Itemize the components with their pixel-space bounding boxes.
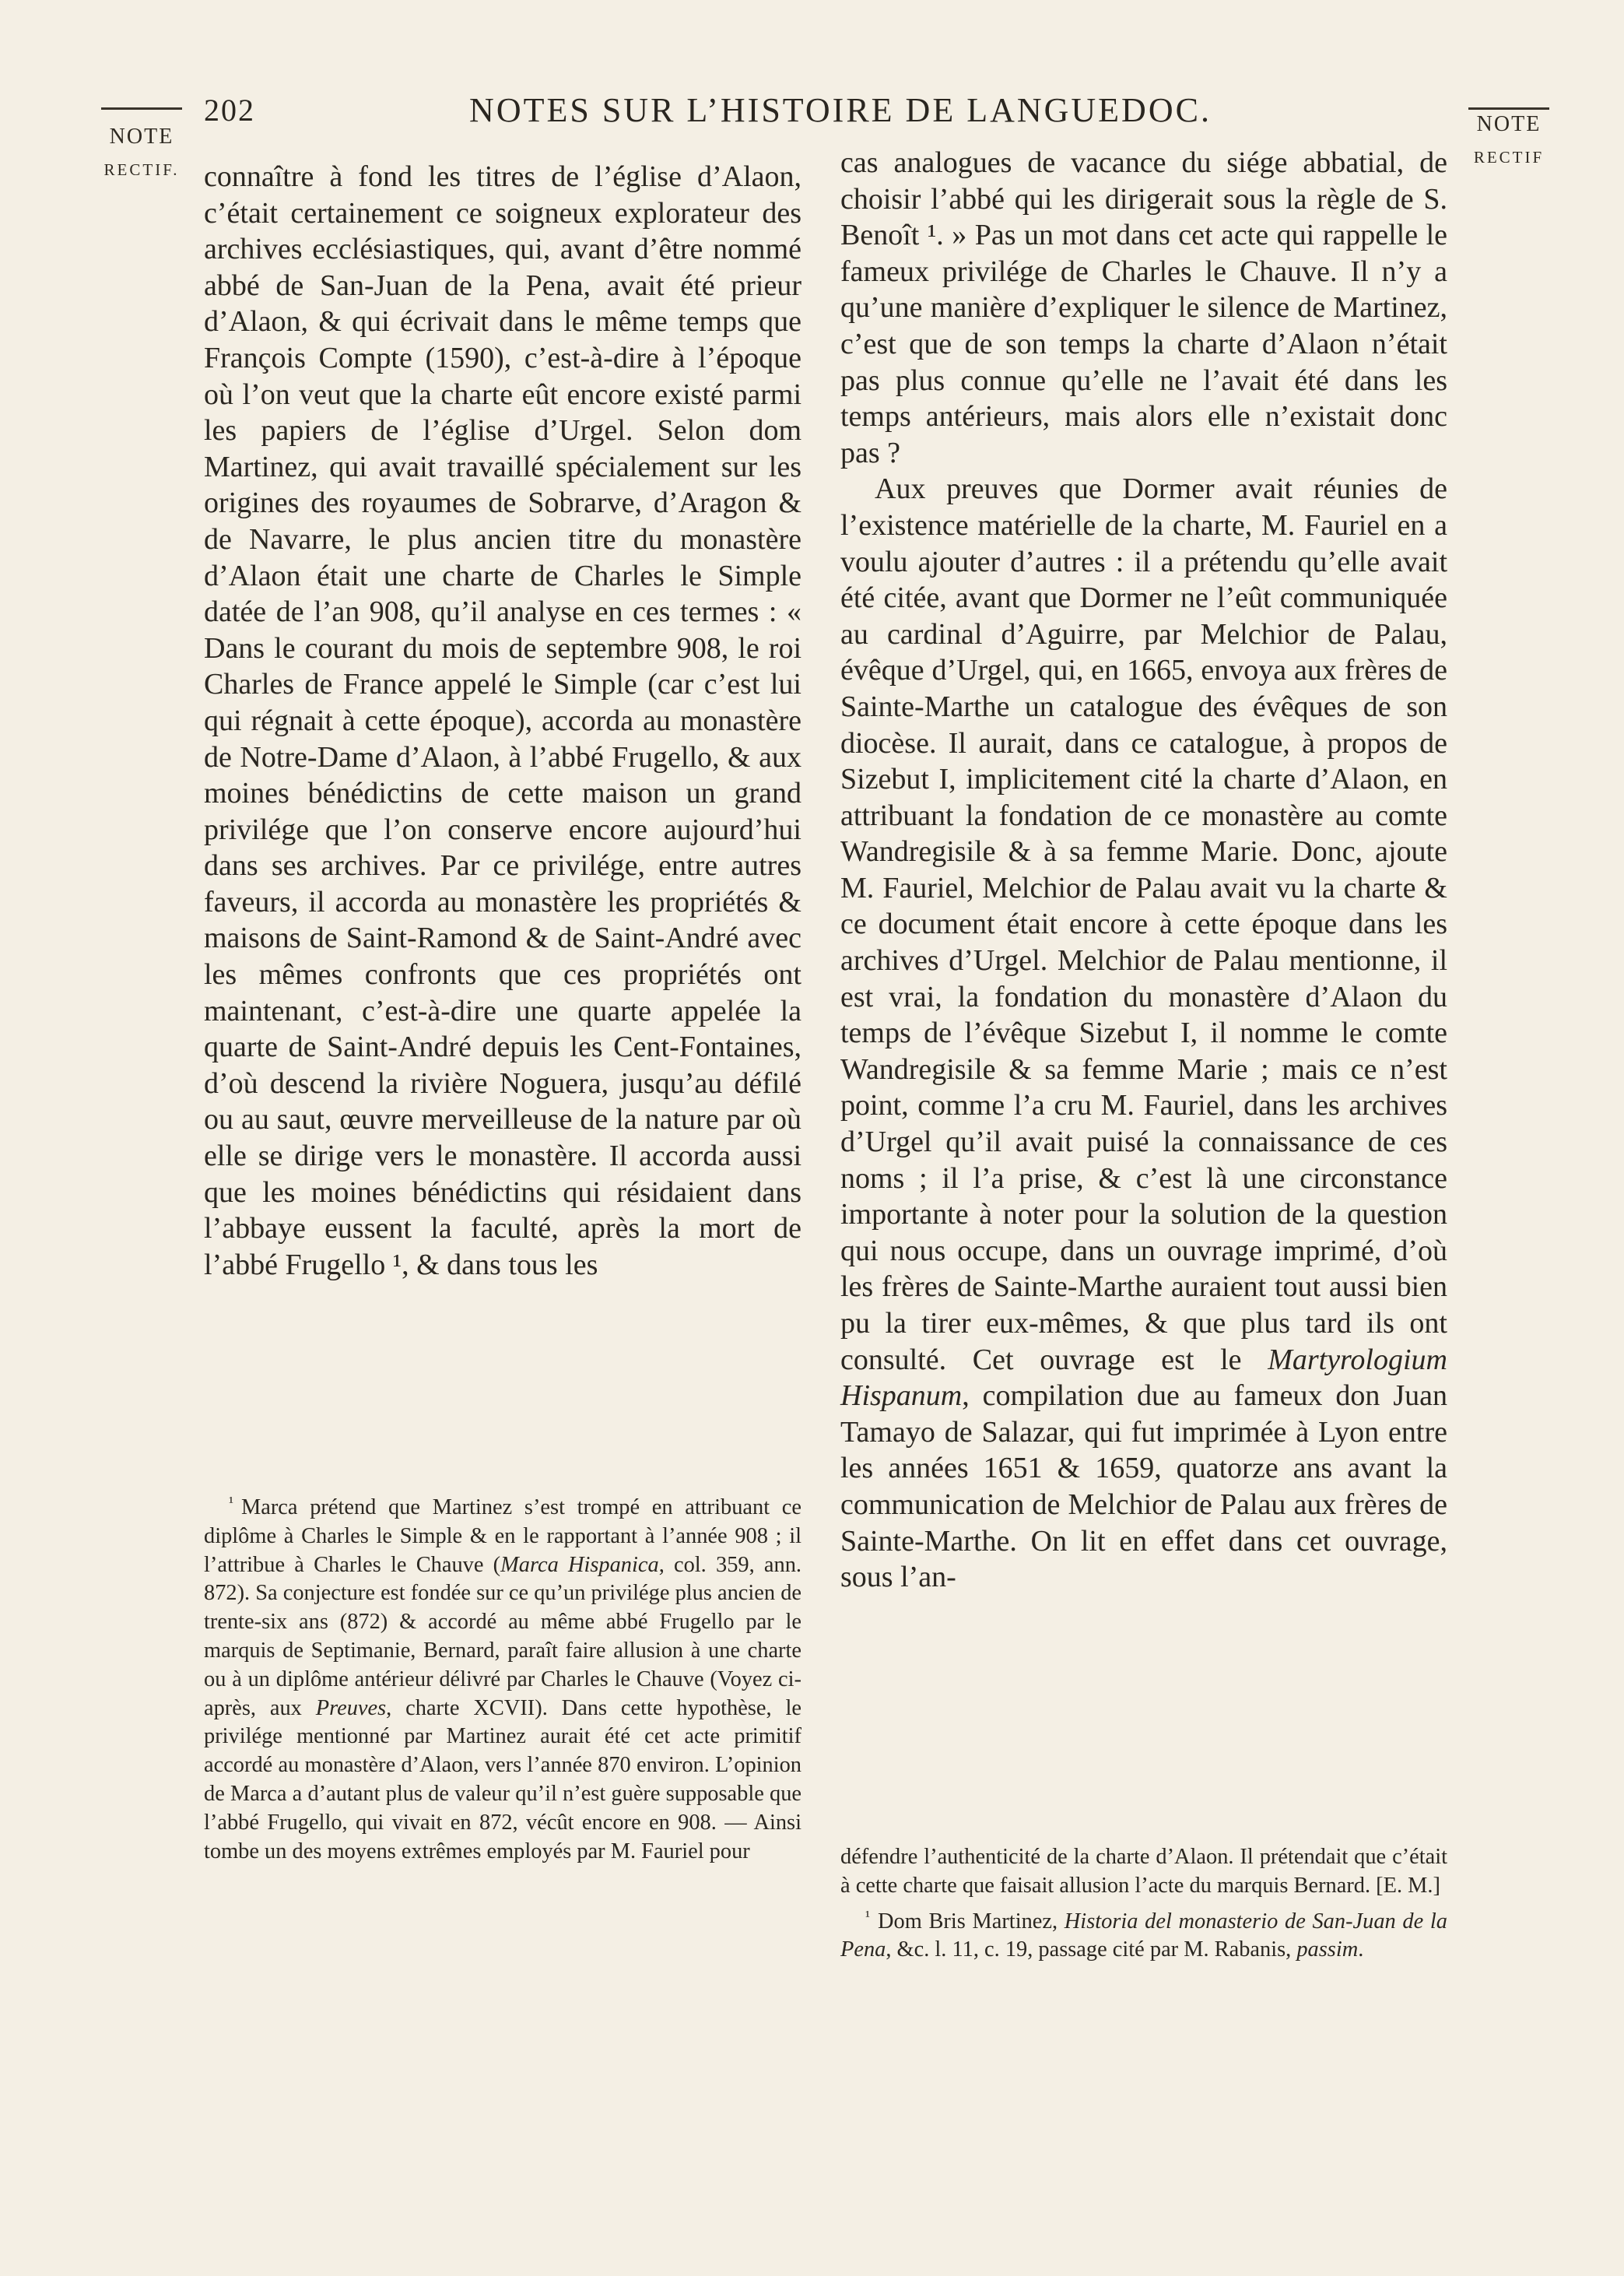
footnote-continuation: défendre l’authenticité de la charte d’Alaon. Il prétendait que c’était à cette charte que faisait allusion l’acte du marquis Bernard. [E. M.]	[840, 1845, 1447, 1898]
right-paragraph-2	[840, 471, 1447, 1595]
right-paragraph-1: cas analogues de vacance du siége abbatial, de choisir l’abbé qui les dirigerait sous la règle de S. Benoît ¹. » Pas un mot dans cet acte qui rappelle le fameux privilége de Charles le Chauve. Il n’y a qu’une manière d’expliquer le silence de Martinez, c’est que de son temps la charte d’Alaon n’était pas plus connue qu’elle ne l’avait été dans les temps antérieurs, mais alors elle n’existait donc pas ?	[840, 146, 1447, 469]
footnote-mark: ¹	[229, 1494, 233, 1511]
left-column	[204, 159, 801, 1283]
footnotes-left	[204, 1488, 801, 1866]
running-head: NOTES SUR L’HISTOIRE DE LANGUEDOC.	[469, 91, 1212, 129]
footnote-2-part3: .	[1358, 1937, 1364, 1962]
footnote-1-left	[204, 1488, 801, 1866]
footnote-mark: ¹	[865, 1907, 870, 1925]
right-paragraph-2-start: Aux preuves que Dormer avait réunies de l’existence matérielle de la charte, M. Fauriel en a voulu ajouter d’autres : il a prétendu qu’elle avait été citée, avant que Dormer ne l’eût communiquée au cardinal d’Aguirre, par Melchior de Palau, évêque d’Urgel, qui, en 1665, envoya aux frères de Sainte-Marthe un catalogue des évêques de son diocèse. Il aurait, dans ce catalogue, à propos de Sizebut I, implicitement cité la charte d’Alaon, en attribuant la fondation de ce monastère au comte Wandregisile & à sa femme Marie. Donc, ajoute M. Fauriel, Melchior de Palau avait vu la charte & ce document était encore à cette époque dans les archives d’Urgel. Melchior de Palau mentionne, il est vrai, la fondation du monastère d’Alaon du temps de l’évêque Sizebut I, il nomme le comte Wandregisile & sa femme Marie ; mais ce n’est point, comme l’a cru M. Fauriel, dans les archives d’Urgel qu’il avait puisé la connaissance de ces noms ; il l’a prise, & c’est là une circonstance importante à noter pour la solution de la question qui nous occupe, dans un ouvrage imprimé, d’où les frères de Sainte-Marthe auraient tout aussi bien pu la tirer eux-mêmes, & que plus tard ils ont consulté. Cet ouvrage est le	[840, 472, 1447, 1376]
margin-note-left-line2: RECTIF.	[103, 160, 180, 179]
margin-note-left	[95, 125, 188, 180]
right-column	[840, 145, 1447, 1596]
footnote-1-part3: , charte XCVII). Dans cette hypothèse, le privilége mentionné par Martinez aurait été cet acte primitif accordé au monastère d’Alaon, vers l’année 870 environ. L’opinion de Marca a d’autant plus de valeur qu’il n’est guère supposable que l’abbé Frugello, qui vivait en 872, vécût encore en 908. — Ainsi tombe un des moyens extrêmes employés par M. Fauriel pour	[204, 1695, 801, 1863]
footnote-1-part1: Marca prétend que Martinez s’est trompé en attribuant ce diplôme à Charles le Simple & en le rapportant à l’année 908 ; il l’attribue à Charles le Chauve (	[204, 1495, 801, 1577]
footnote-2-part1: Dom Bris Martinez,	[878, 1909, 1058, 1934]
footnote-2-italic2: passim	[1296, 1937, 1359, 1962]
margin-note-right	[1462, 112, 1556, 167]
footnotes-right	[840, 1843, 1447, 1965]
page-number: 202	[204, 93, 255, 128]
right-paragraph-2-end: , compilation due au fameux don Juan Tamayo de Salazar, qui fut imprimée à Lyon entre les années 1651 & 1659, quatorze ans avant la communication de Melchior de Palau aux frères de Sainte-Marthe. On lit en effet dans cet ouvrage, sous l’an-	[840, 1379, 1447, 1594]
footnote-1-part2: , col. 359, ann. 872). Sa conjecture est fondée sur ce qu’un privilége plus ancien de trente-six ans (872) & accordé au même abbé Frugello par le marquis de Septimanie, Bernard, paraît faire allusion à une charte ou à un diplôme antérieur délivré par Charles le Chauve (Voyez ci-après, aux	[204, 1552, 801, 1720]
margin-rule-left	[101, 107, 182, 110]
footnote-2-part2: , &c. l. 11, c. 19, passage cité par M. Rabanis,	[886, 1937, 1292, 1962]
footnote-1-italic1: Marca Hispanica	[500, 1552, 659, 1577]
margin-note-left-line1: NOTE	[109, 125, 174, 149]
margin-rule-right	[1468, 107, 1549, 110]
right-paragraph-2-title: Martyrologium Hispanum	[840, 1343, 1447, 1413]
margin-note-right-line2: RECTIF	[1473, 148, 1545, 167]
left-column-text: connaître à fond les titres de l’église d’Alaon, c’était certainement ce soigneux explorateur des archives ecclésiastiques, qui, avant d’être nommé abbé de San-Juan de la Pena, avait été prieur d’Alaon, & qui écrivait dans le même temps que François Compte (1590), c’est-à-dire à l’époque où l’on veut que la charte eût encore existé parmi les papiers de l’église d’Urgel. Selon dom Martinez, qui avait travaillé spécialement sur les origines des royaumes de Sobrarve, d’Aragon & de Navarre, le plus ancien titre du monastère d’Alaon était une charte de Charles le Simple datée de l’an 908, qu’il analyse en ces termes : « Dans le courant du mois de septembre 908, le roi Charles de France appelé le Simple (car c’est lui qui régnait à cette époque), accorda au monastère de Notre-Dame d’Alaon, à l’abbé Frugello, & aux moines bénédictins de cette maison un grand privilége que l’on conserve encore aujourd’hui dans ses archives. Par ce privilége, entre autres faveurs, il accorda au monastère les propriétés & maisons de Saint-Ramond & de Saint-André avec les mêmes confronts que ces propriétés ont maintenant, c’est-à-dire une quarte appelée la quarte de Saint-André depuis les Cent-Fontaines, d’où descend la rivière Noguera, jusqu’au défilé ou au saut, œuvre merveilleuse de la nature par où elle se dirige vers le monastère. Il accorda aussi que les moines bénédictins qui résidaient dans l’abbaye eussent la faculté, après la mort de l’abbé Frugello ¹, & dans tous les	[204, 160, 801, 1281]
footnote-1-italic2: Preuves	[315, 1695, 387, 1720]
footnote-2-italic1: Historia del monasterio de San-Juan de la Pena	[840, 1909, 1447, 1962]
footnote-1-right	[840, 1902, 1447, 1965]
margin-note-right-line1: NOTE	[1476, 112, 1542, 136]
